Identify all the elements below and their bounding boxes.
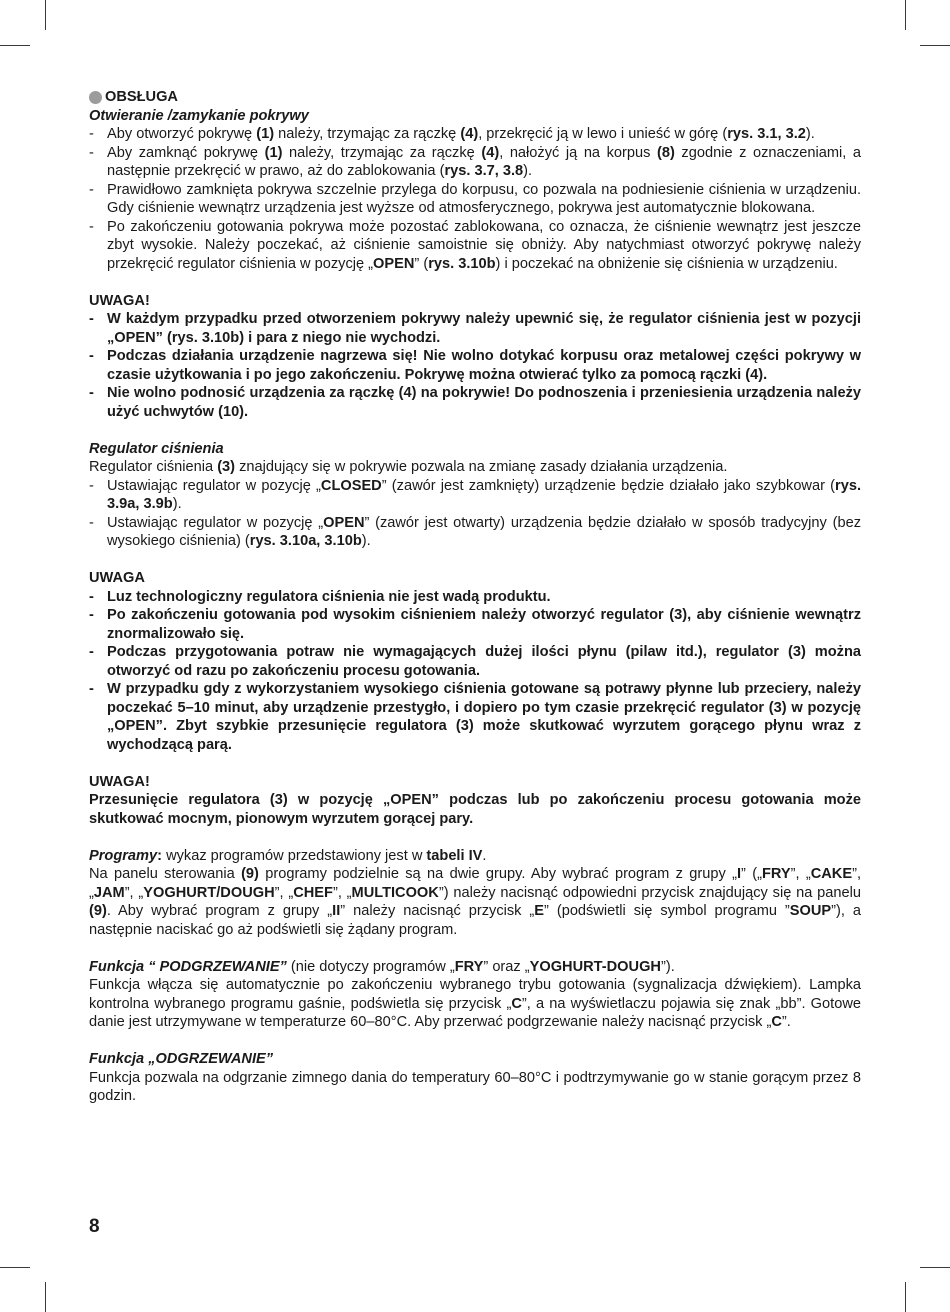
programs-text: Na panelu sterowania (9) programy podzielnie są na dwie grupy. Aby wybrać program z grupy „I” („FRY”, „CAKE”, „JAM”, „YOGHURT/DOUGH”, „CHEF”, „MULTICOOK”) należy nacisnąć odpowiedni przycisk znajdujący się na panelu (9). Aby wybrać program z grupy „II” należy nacisnąć przycisk „E” (podświetli się symbol programu ”SOUP”), a następnie naciskać go aż podświetli się żądany program. — [89, 866, 861, 938]
warning-item: - Nie wolno podnosić urządzenia za rączkę (4) na pokrywie! Do podnoszenia i przeniesienia urządzenia należy użyć uchwytów (10). — [89, 384, 861, 421]
warning-item: - W przypadku gdy z wykorzystaniem wysokiego ciśnienia gotowane są potrawy płynne lub przeciery, należy poczekać 5–10 minut, aby urządzenie przestygło, i dopiero po tym czasie przekręcić regulator (3) w pozycję „OPEN”. Zbyt szybkie przesunięcie regulatora (3) może skutkować wyrzutem gorącego płynu wraz z wychodzącą parą. — [89, 680, 861, 754]
odgrzewanie-heading: Funkcja „ODGRZEWANIE” — [89, 1051, 274, 1067]
regulator-intro: Regulator ciśnienia (3) znajdujący się w pokrywie pozwala na zmianę zasady działania urządzenia. — [89, 459, 728, 475]
crop-mark — [45, 1282, 46, 1312]
page-content — [89, 88, 861, 1106]
odgrzewanie-text: Funkcja pozwala na odgrzanie zimnego dania do temperatury 60–80°C i podtrzymywanie go w stanie gorącym przez 8 godzin. — [89, 1069, 861, 1104]
programs-intro: Programy: wykaz programów przedstawiony jest w tabeli IV. — [89, 847, 487, 864]
warning-item: - Po zakończeniu gotowania pod wysokim ciśnieniem należy otworzyć regulator (3), aby ciśnienie wewnątrz znormalizowało się. — [89, 606, 861, 643]
lid-heading: Otwieranie /zamykanie pokrywy — [89, 107, 309, 124]
crop-mark — [45, 0, 46, 30]
warning-text: Przesunięcie regulatora (3) w pozycję „OPEN” podczas lub po zakończeniu procesu gotowania może skutkować mocnym, pionowym wyrzutem gorącej pary. — [89, 792, 861, 827]
warning-list — [89, 588, 861, 755]
regulator-heading: Regulator ciśnienia — [89, 440, 224, 457]
list-item: - Aby otworzyć pokrywę (1) należy, trzymając za rączkę (4), przekręcić ją w lewo i unieść w górę (rys. 3.1, 3.2). — [89, 125, 861, 144]
section-title: OBSŁUGA — [105, 89, 178, 105]
crop-mark — [905, 1282, 906, 1312]
list-item: - Prawidłowo zamknięta pokrywa szczelnie przylega do korpusu, co pozwala na podniesienie ciśnienia w urządzeniu. Gdy ciśnienie wewnątrz urządzenia jest wyższe od atmosferycznego, pokrywa jest automatycznie blokowana. — [89, 181, 861, 218]
list-item: - Ustawiając regulator w pozycję „OPEN” (zawór jest otwarty) urządzenia będzie działało w sposób tradycyjny (bez wysokiego ciśnienia) (rys. 3.10a, 3.10b). — [89, 514, 861, 551]
warning-item: - W każdym przypadku przed otworzeniem pokrywy należy upewnić się, że regulator ciśnienia jest w pozycji „OPEN” (rys. 3.10b) i para z niego nie wychodzi. — [89, 310, 861, 347]
warning-item: - Podczas przygotowania potraw nie wymagających dużej ilości płynu (pilaw itd.), regulator (3) można otworzyć od razu po zakończeniu procesu gotowania. — [89, 643, 861, 680]
crop-mark — [920, 45, 950, 46]
regulator-list — [89, 477, 861, 551]
podgrzewanie-heading: Funkcja “ PODGRZEWANIE” (nie dotyczy programów „FRY” oraz „YOGHURT-DOUGH”). — [89, 958, 675, 975]
crop-mark — [0, 1267, 30, 1268]
warning-title: UWAGA! — [89, 773, 150, 790]
warning-title: UWAGA — [89, 570, 145, 586]
page-number: 8 — [89, 1216, 100, 1237]
section-heading — [89, 88, 861, 107]
list-item: - Ustawiając regulator w pozycję „CLOSED” (zawór jest zamknięty) urządzenie będzie działało jako szybkowar (rys. 3.9a, 3.9b). — [89, 477, 861, 514]
circle-bullet-icon — [89, 91, 102, 104]
warning-title: UWAGA! — [89, 292, 150, 309]
warning-list — [89, 310, 861, 421]
warning-item: - Podczas działania urządzenie nagrzewa się! Nie wolno dotykać korpusu oraz metalowej części pokrywy w czasie użytkowania i po jego zakończeniu. Pokrywę można otwierać tylko za pomocą rączki (4). — [89, 347, 861, 384]
list-item: - Aby zamknąć pokrywę (1) należy, trzymając za rączkę (4), nałożyć ją na korpus (8) zgodnie z oznaczeniami, a następnie przekręcić w prawo, aż do zablokowania (rys. 3.7, 3.8). — [89, 144, 861, 181]
crop-mark — [920, 1267, 950, 1268]
lid-list — [89, 125, 861, 273]
list-item: - Po zakończeniu gotowania pokrywa może pozostać zablokowana, co oznacza, że ciśnienie wewnątrz jest jeszcze zbyt wysokie. Należy poczekać, aż ciśnienie samoistnie się obniży. Aby natychmiast otworzyć pokrywę należy przekręcić regulator ciśnienia w pozycję „OPEN” (rys. 3.10b) i poczekać na obniżenie się ciśnienia w urządzeniu. — [89, 218, 861, 274]
podgrzewanie-text: Funkcja włącza się automatycznie po zakończeniu wybranego trybu gotowania (sygnalizacja dźwiękiem). Lampka kontrolna wybranego programu gaśnie, podświetla się przycisk „C”, a na wyświetlaczu pojawia się znak „bb”. Gotowe danie jest utrzymywane w temperaturze 60–80°C. Aby przerwać podgrzewanie należy nacisnąć przycisk „C”. — [89, 977, 861, 1030]
warning-item: - Luz technologiczny regulatora ciśnienia nie jest wadą produktu. — [89, 588, 861, 607]
crop-mark — [905, 0, 906, 30]
crop-mark — [0, 45, 30, 46]
